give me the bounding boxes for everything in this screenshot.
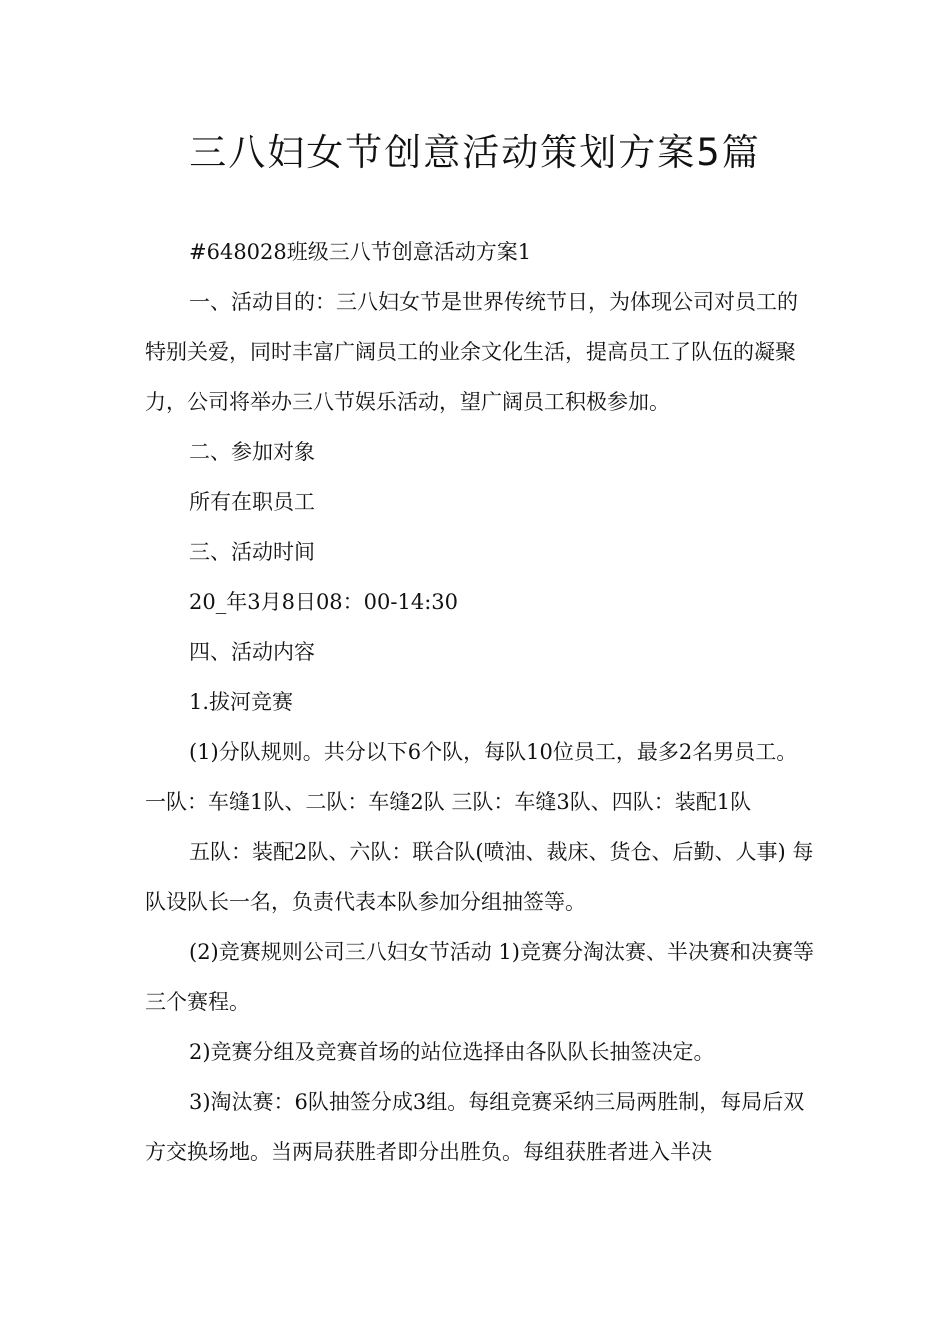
paragraph-purpose: 一、活动目的：三八妇女节是世界传统节日，为体现公司对员工的特别关爱，同时丰富广阔员工的业余文化生活，提高员工了队伍的凝聚力，公司将举办三八节娱乐活动，望广阔员工积极参加。	[145, 290, 798, 414]
paragraph-competition-rules: (2)竞赛规则公司三八妇女节活动 1)竞赛分淘汰赛、半决赛和决赛等三个赛程。	[145, 940, 814, 1014]
paragraph-tug-of-war: 1.拔河竞赛	[189, 690, 294, 714]
paragraph-draw-rules: 2)竞赛分组及竞赛首场的站位选择由各队队长抽签决定。	[189, 1040, 715, 1064]
paragraph-elimination: 3)淘汰赛：6队抽签分成3组。每组竞赛采纳三局两胜制，每局后双方交换场地。当两局获胜者即分出胜负。每组获胜者进入半决	[145, 1090, 805, 1164]
paragraph-time-heading: 三、活动时间	[189, 540, 315, 564]
paragraph-team-rules: (1)分队规则。共分以下6个队，每队10位员工，最多2名男员工。 一队：车缝1队、二队：车缝2队 三队：车缝3队、四队：装配1队	[145, 740, 798, 814]
paragraph-participants: 所有在职员工	[189, 490, 315, 514]
document-body	[145, 227, 815, 1177]
paragraph-content-heading: 四、活动内容	[189, 640, 315, 664]
paragraph-heading-1: #648028班级三八节创意活动方案1	[189, 240, 532, 264]
paragraph-time: 20_年3月8日08：00-14:30	[189, 590, 459, 614]
paragraph-teams-continued: 五队：装配2队、六队：联合队(喷油、裁床、货仓、后勤、人事) 每队设队长一名，负责代表本队参加分组抽签等。	[145, 840, 814, 914]
paragraph-participants-heading: 二、参加对象	[189, 440, 315, 464]
document-title: 三八妇女节创意活动策划方案5篇	[189, 131, 761, 174]
